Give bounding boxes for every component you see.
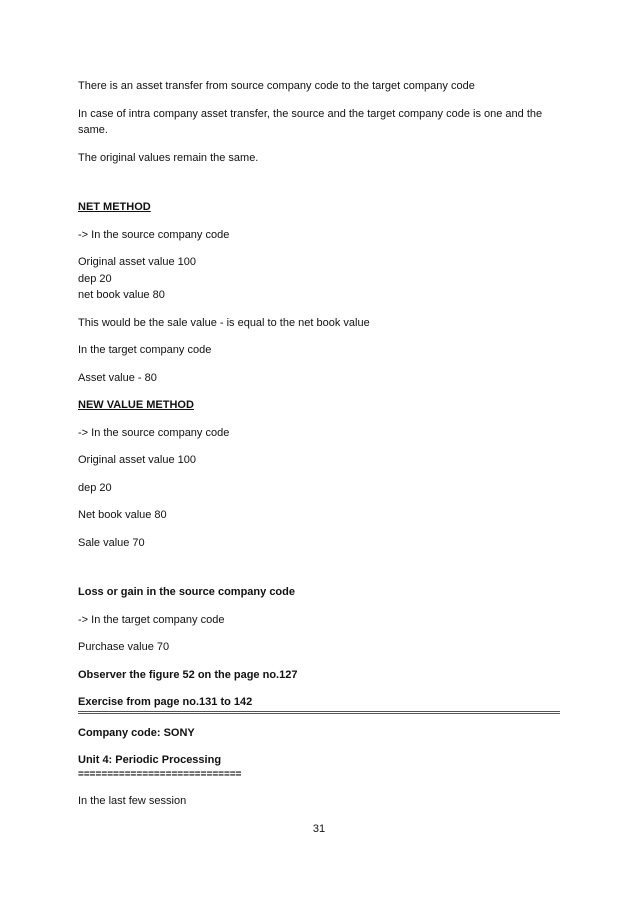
- net-method-target: In the target company code: [78, 344, 212, 356]
- page-number: 31: [312, 823, 326, 835]
- intro-paragraph-3: The original values remain the same.: [78, 151, 259, 164]
- unit-heading: Unit 4: Periodic Processing: [78, 754, 222, 766]
- net-method-values: [78, 254, 560, 304]
- intro-paragraph-2: In case of intra company asset transfer, the source and the target company code is one and the same.: [78, 107, 543, 136]
- net-method-line: net book value 80: [78, 289, 165, 301]
- net-method-sale: This would be the sale value - is equal to the net book value: [78, 316, 370, 329]
- new-value-dep: dep 20: [78, 481, 112, 494]
- net-method-line: dep 20: [78, 272, 112, 285]
- last-session-text: In the last few session: [78, 794, 187, 807]
- net-method-source: -> In the source company code: [78, 228, 230, 241]
- loss-gain-heading: Loss or gain in the source company code: [78, 586, 295, 598]
- double-divider: [78, 711, 560, 714]
- new-value-method-heading: NEW VALUE METHOD: [78, 399, 194, 411]
- new-value-sale: Sale value 70: [78, 536, 145, 549]
- spacer: [78, 177, 560, 199]
- net-method-heading: NET METHOD: [78, 201, 151, 213]
- loss-gain-target: -> In the target company code: [78, 613, 225, 626]
- net-method-line: Original asset value 100: [78, 256, 197, 268]
- net-method-asset-value: Asset value - 80: [78, 371, 157, 384]
- new-value-net-book: Net book value 80: [78, 509, 167, 521]
- new-value-source: -> In the source company code: [78, 426, 230, 439]
- exercise-note: Exercise from page no.131 to 142: [78, 696, 253, 708]
- loss-gain-purchase: Purchase value 70: [78, 641, 170, 653]
- intro-paragraph-1: There is an asset transfer from source company code to the target company code: [78, 80, 475, 92]
- new-value-original: Original asset value 100: [78, 454, 197, 466]
- company-code: Company code: SONY: [78, 726, 195, 739]
- spacer: [78, 562, 560, 584]
- observe-note: Observer the figure 52 on the page no.127: [78, 668, 298, 681]
- exercise-row: [78, 694, 560, 714]
- page-content: [78, 78, 560, 820]
- equals-divider: ============================: [78, 768, 242, 780]
